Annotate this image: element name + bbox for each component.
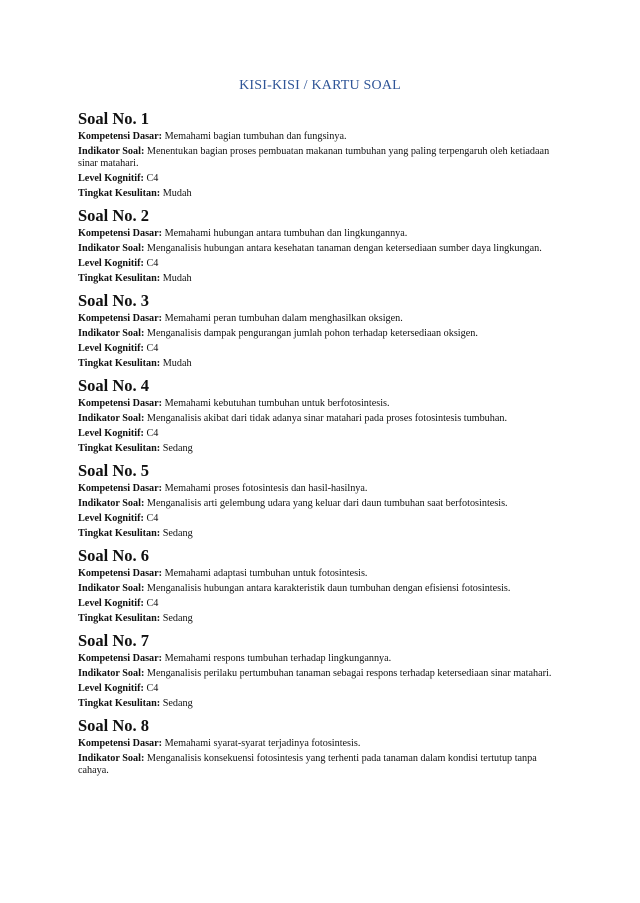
kompetensi-label: Kompetensi Dasar: <box>78 568 163 579</box>
indikator-value: Menganalisis dampak pengurangan jumlah pohon terhadap ketersediaan oksigen. <box>146 328 478 339</box>
level-value: C4 <box>146 428 159 439</box>
soal-heading: Soal No. 3 <box>78 291 150 310</box>
indikator-label: Indikator Soal: <box>78 413 145 424</box>
kompetensi-dasar <box>78 228 568 240</box>
kompetensi-label: Kompetensi Dasar: <box>78 131 163 142</box>
kompetensi-value: Memahami adaptasi tumbuhan untuk fotosintesis. <box>164 568 368 579</box>
level-label: Level Kognitif: <box>78 598 144 609</box>
tingkat-kesulitan <box>78 188 568 200</box>
indikator-value: Menganalisis konsekuensi fotosintesis yang terhenti pada tanaman dalam kondisi tertutup tanpa cahaya. <box>78 753 537 776</box>
indikator-label: Indikator Soal: <box>78 498 145 509</box>
level-kognitif <box>78 683 568 695</box>
level-kognitif <box>78 598 568 610</box>
kompetensi-dasar <box>78 398 568 410</box>
indikator-label: Indikator Soal: <box>78 243 145 254</box>
tingkat-kesulitan <box>78 613 568 625</box>
kompetensi-dasar <box>78 131 568 143</box>
kompetensi-dasar <box>78 738 568 750</box>
soal-item <box>78 109 568 200</box>
kompetensi-value: Memahami hubungan antara tumbuhan dan lingkungannya. <box>164 228 408 239</box>
kompetensi-label: Kompetensi Dasar: <box>78 483 163 494</box>
level-value: C4 <box>146 598 159 609</box>
soal-heading: Soal No. 4 <box>78 376 150 395</box>
indikator-value: Menganalisis hubungan antara karakteristik daun tumbuhan dengan efisiensi fotosintesis. <box>146 583 511 594</box>
soal-item <box>78 546 568 625</box>
kompetensi-label: Kompetensi Dasar: <box>78 653 163 664</box>
indikator-value: Menganalisis arti gelembung udara yang keluar dari daun tumbuhan saat berfotosintesis. <box>146 498 508 509</box>
soal-item <box>78 291 568 370</box>
tingkat-value: Sedang <box>162 698 193 709</box>
document-title: KISI-KISI / KARTU SOAL <box>239 78 401 93</box>
tingkat-kesulitan <box>78 443 568 455</box>
tingkat-label: Tingkat Kesulitan: <box>78 358 161 369</box>
level-kognitif <box>78 343 568 355</box>
level-label: Level Kognitif: <box>78 173 144 184</box>
tingkat-value: Mudah <box>162 273 192 284</box>
indikator-value: Menentukan bagian proses pembuatan makanan tumbuhan yang paling terpengaruh oleh ketiadaan sinar matahari. <box>78 146 550 169</box>
kompetensi-dasar <box>78 568 568 580</box>
indikator-soal <box>78 498 568 510</box>
level-label: Level Kognitif: <box>78 258 144 269</box>
tingkat-kesulitan <box>78 528 568 540</box>
indikator-soal <box>78 668 568 680</box>
level-label: Level Kognitif: <box>78 683 144 694</box>
soal-item <box>78 461 568 540</box>
level-label: Level Kognitif: <box>78 428 144 439</box>
indikator-soal <box>78 328 568 340</box>
tingkat-kesulitan <box>78 698 568 710</box>
soal-list <box>78 109 568 783</box>
kompetensi-value: Memahami proses fotosintesis dan hasil-hasilnya. <box>164 483 368 494</box>
kompetensi-label: Kompetensi Dasar: <box>78 738 163 749</box>
indikator-label: Indikator Soal: <box>78 146 145 157</box>
soal-item <box>78 376 568 455</box>
tingkat-label: Tingkat Kesulitan: <box>78 528 161 539</box>
soal-item <box>78 716 568 777</box>
level-kognitif <box>78 258 568 270</box>
soal-heading: Soal No. 5 <box>78 461 150 480</box>
level-value: C4 <box>146 683 159 694</box>
level-label: Level Kognitif: <box>78 513 144 524</box>
tingkat-label: Tingkat Kesulitan: <box>78 443 161 454</box>
soal-heading: Soal No. 1 <box>78 109 150 128</box>
kompetensi-dasar <box>78 653 568 665</box>
level-label: Level Kognitif: <box>78 343 144 354</box>
level-kognitif <box>78 513 568 525</box>
soal-heading: Soal No. 8 <box>78 716 150 735</box>
kompetensi-value: Memahami respons tumbuhan terhadap lingkungannya. <box>164 653 392 664</box>
kompetensi-value: Memahami bagian tumbuhan dan fungsinya. <box>164 131 347 142</box>
indikator-soal <box>78 146 568 170</box>
indikator-value: Menganalisis akibat dari tidak adanya sinar matahari pada proses fotosintesis tumbuhan. <box>146 413 508 424</box>
soal-heading: Soal No. 6 <box>78 546 150 565</box>
soal-heading: Soal No. 7 <box>78 631 150 650</box>
soal-heading: Soal No. 2 <box>78 206 150 225</box>
tingkat-label: Tingkat Kesulitan: <box>78 698 161 709</box>
tingkat-value: Mudah <box>162 188 192 199</box>
tingkat-kesulitan <box>78 273 568 285</box>
indikator-soal <box>78 243 568 255</box>
level-value: C4 <box>146 258 159 269</box>
indikator-soal <box>78 583 568 595</box>
tingkat-label: Tingkat Kesulitan: <box>78 613 161 624</box>
indikator-soal <box>78 753 568 777</box>
level-value: C4 <box>146 343 159 354</box>
kompetensi-label: Kompetensi Dasar: <box>78 228 163 239</box>
kompetensi-label: Kompetensi Dasar: <box>78 313 163 324</box>
level-kognitif <box>78 173 568 185</box>
soal-item <box>78 206 568 285</box>
indikator-label: Indikator Soal: <box>78 328 145 339</box>
soal-item <box>78 631 568 710</box>
indikator-value: Menganalisis hubungan antara kesehatan tanaman dengan ketersediaan sumber daya lingkungan. <box>146 243 542 254</box>
level-value: C4 <box>146 173 159 184</box>
kompetensi-value: Memahami syarat-syarat terjadinya fotosintesis. <box>164 738 361 749</box>
kompetensi-value: Memahami peran tumbuhan dalam menghasilkan oksigen. <box>164 313 403 324</box>
tingkat-label: Tingkat Kesulitan: <box>78 273 161 284</box>
kompetensi-dasar <box>78 313 568 325</box>
tingkat-value: Sedang <box>162 613 193 624</box>
tingkat-value: Sedang <box>162 528 193 539</box>
level-value: C4 <box>146 513 159 524</box>
tingkat-kesulitan <box>78 358 568 370</box>
tingkat-value: Sedang <box>162 443 193 454</box>
indikator-label: Indikator Soal: <box>78 668 145 679</box>
kompetensi-label: Kompetensi Dasar: <box>78 398 163 409</box>
tingkat-value: Mudah <box>162 358 192 369</box>
indikator-soal <box>78 413 568 425</box>
indikator-label: Indikator Soal: <box>78 753 145 764</box>
indikator-label: Indikator Soal: <box>78 583 145 594</box>
kompetensi-dasar <box>78 483 568 495</box>
tingkat-label: Tingkat Kesulitan: <box>78 188 161 199</box>
kompetensi-value: Memahami kebutuhan tumbuhan untuk berfotosintesis. <box>164 398 390 409</box>
indikator-value: Menganalisis perilaku pertumbuhan tanaman sebagai respons terhadap ketersediaan sinar matahari. <box>146 668 552 679</box>
level-kognitif <box>78 428 568 440</box>
